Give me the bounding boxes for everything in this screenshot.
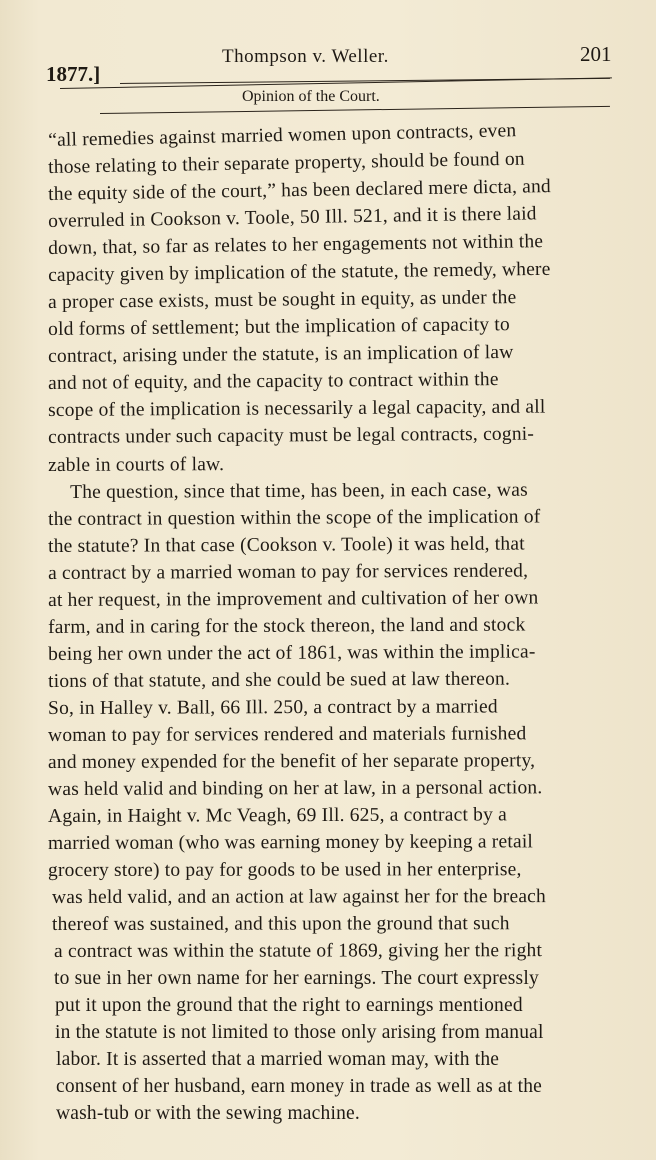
text-line: being her own under the act of 1861, was within the implica- <box>48 641 536 665</box>
page-number: 201 <box>580 42 612 66</box>
text-line: a contract by a married woman to pay for services rendered, <box>48 560 529 584</box>
text-line: So, in Halley v. Ball, 66 Ill. 250, a contract by a married <box>48 696 498 719</box>
text-line: woman to pay for services rendered and materials furnished <box>48 723 527 746</box>
text-line: tions of that statute, and she could be sued at law thereon. <box>48 668 511 692</box>
text-line: scope of the implication is necessarily a legal capacity, and all <box>48 396 546 421</box>
text-line: in the statute is not limited to those only arising from manual <box>55 1022 544 1043</box>
running-title: Thompson v. Weller. <box>222 46 389 67</box>
text-line: a contract was within the statute of 1869, giving her the right <box>54 940 543 962</box>
text-line: The question, since that time, has been, in each case, was <box>70 479 528 503</box>
text-line: consent of her husband, earn money in trade as well as at the <box>56 1076 542 1097</box>
text-line: farm, and in caring for the stock thereon, the land and stock <box>48 614 526 638</box>
text-line: married woman (who was earning money by keeping a retail <box>48 831 534 854</box>
text-line: the contract in question within the scope of the implication of <box>48 506 541 530</box>
header-year: 1877.] <box>46 62 101 86</box>
text-line: was held valid, and an action at law against her for the breach <box>52 886 546 908</box>
text-line: contracts under such capacity must be legal contracts, cogni- <box>48 423 535 448</box>
text-line: down, that, so far as relates to her engagements not within the <box>48 231 544 259</box>
text-line: zable in courts of law. <box>48 454 225 476</box>
text-line: labor. It is asserted that a married woman may, with the <box>56 1049 500 1070</box>
text-line: and money expended for the benefit of her separate property, <box>48 750 536 773</box>
text-line: at her request, in the improvement and cultivation of her own <box>48 587 539 611</box>
text-line: was held valid and binding on her at law, in a personal action. <box>48 777 543 800</box>
text-line: Again, in Haight v. Mc Veagh, 69 Ill. 625, a contract by a <box>48 804 507 827</box>
text-line: wash-tub or with the sewing machine. <box>56 1103 360 1124</box>
text-line: capacity given by implication of the statute, the remedy, where <box>48 258 551 286</box>
text-line: and not of equity, and the capacity to contract within the <box>48 369 499 394</box>
section-heading: Opinion of the Court. <box>242 88 380 105</box>
text-line: the equity side of the court,” has been declared mere dicta, and <box>48 176 552 205</box>
text-line: “all remedies against married women upon contracts, even <box>48 120 517 151</box>
text-line: the statute? In that case (Cookson v. Toole) it was held, that <box>48 533 525 557</box>
text-line: contract, arising under the statute, is an implication of law <box>48 341 514 367</box>
text-line: grocery store) to pay for goods to be used in her enterprise, <box>48 859 522 881</box>
text-line: to sue in her own name for her earnings. The court expressly <box>54 968 539 989</box>
text-line: those relating to their separate property, should be found on <box>48 148 525 178</box>
text-line: old forms of settlement; but the implication of capacity to <box>48 314 511 340</box>
text-line: put it upon the ground that the right to earnings mentioned <box>55 995 523 1016</box>
text-line: a proper case exists, must be sought in equity, as under the <box>48 287 517 313</box>
text-line: overruled in Cookson v. Toole, 50 Ill. 521, and it is there laid <box>48 203 537 232</box>
text-line: thereof was sustained, and this upon the ground that such <box>52 913 510 935</box>
